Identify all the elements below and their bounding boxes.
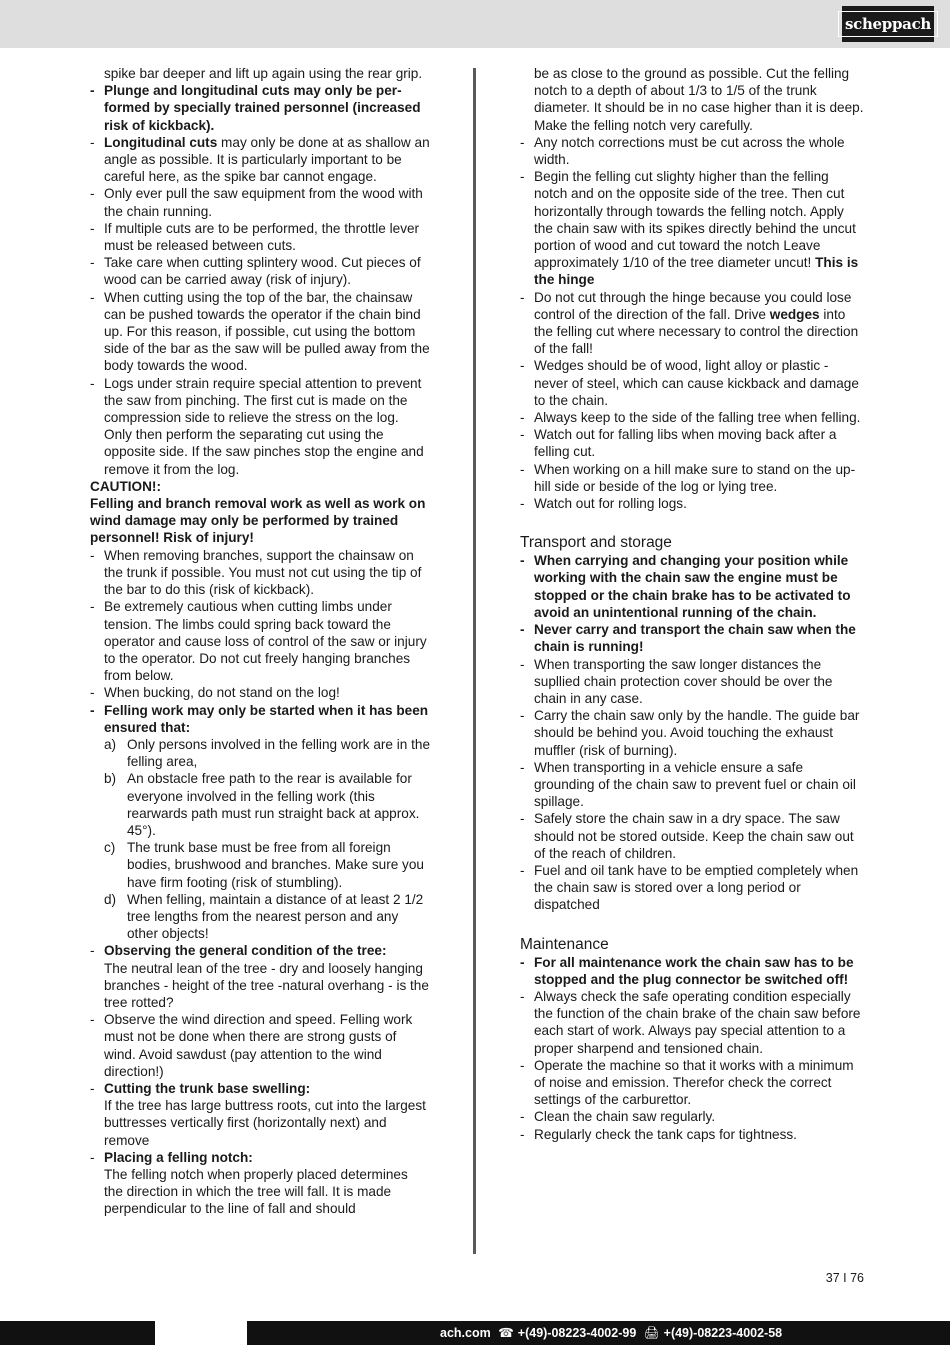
column-divider — [473, 68, 476, 1254]
list-item — [90, 1080, 430, 1149]
footer-bar — [0, 1321, 950, 1345]
list-item — [520, 168, 865, 288]
section-heading-transport: Transport and storage — [520, 534, 672, 552]
list-item: - For all maintenance work the chain saw has to be stopped and the plug connector be switched off! — [520, 954, 865, 988]
bullet-list — [520, 954, 865, 1143]
paragraph: spike bar deeper and lift up again using the rear grip. — [104, 66, 423, 81]
list-item: - Always keep to the side of the falling tree when felling. — [520, 409, 865, 426]
item-letter: d) — [104, 891, 117, 907]
item-text: The felling notch when properly placed determines the direction in which the tree will fall. It is made perpendicular to the line of fall and should — [104, 1167, 408, 1217]
bold-term: This is the hinge — [534, 255, 859, 288]
item-text: If the tree has large buttress roots, cut into the largest buttresses vertically first (horizontally next) and remove — [104, 1098, 426, 1148]
list-item-text: Do not cut through the hinge because you could lose control of the direction of the fall. Drive — [534, 289, 852, 322]
item-text: An obstacle free path to the rear is available for everyone involved in the felling work (this rearwards path must run straight back at approx. 45°). — [127, 771, 420, 838]
list-item: - Carry the chain saw only by the handle. The guide bar should be behind you. Avoid touching the exhaust muffler (risk of burning). — [520, 707, 865, 759]
paragraph: be as close to the ground as possible. Cut the felling notch to a depth of about 1/3 to 1/5 of the trunk diameter. It should be in no case higher than it is deep. Make the felling notch very carefully. — [534, 66, 864, 133]
list-item — [90, 134, 430, 186]
item-text: Only persons involved in the felling work are in the felling area, — [127, 736, 430, 770]
fax-icon: 🖨 — [643, 1325, 660, 1340]
list-item: - Wedges should be of wood, light alloy or plastic - never of steel, which can cause kickback and damage to the chain. — [520, 357, 865, 409]
caution-title: CAUTION!: — [90, 478, 161, 494]
list-item: - Be extremely cautious when cutting limbs under tension. The limbs could spring back toward the operator and cause loss of control of the saw or injury to the operator. Do not cut freely hanging branches from below. — [90, 598, 430, 684]
left-column — [90, 65, 430, 1218]
item-text: When felling, maintain a distance of at least 2 1/2 tree lengths from the nearest person and any other objects! — [127, 891, 424, 942]
lettered-list — [90, 736, 430, 942]
list-item: - Fuel and oil tank have to be emptied completely when the chain saw is stored over a long period or dispatched — [520, 862, 865, 914]
phone-number: +(49)-08223-4002-99 — [517, 1326, 637, 1340]
lettered-item — [104, 839, 430, 891]
item-letter: c) — [104, 840, 116, 856]
list-item: - Safely store the chain saw in a dry space. The saw should not be stored outside. Keep the chain saw out of the reach of children. — [520, 810, 865, 862]
footer-gap — [155, 1321, 247, 1345]
bullet-list — [90, 942, 430, 1217]
list-item — [90, 1149, 430, 1218]
list-item: - Always check the safe operating condition especially the function of the chain brake of the chain saw before each start of work. Always pay special attention to a proper sharpend and tensioned chain. — [520, 988, 865, 1057]
list-item: - Regularly check the tank caps for tightness. — [520, 1126, 865, 1143]
list-item-text: into the felling cut where necessary to control the direction of the fall! — [534, 306, 859, 357]
list-item: - Take care when cutting splintery wood. Cut pieces of wood can be carried away (risk of injury). — [90, 254, 430, 288]
list-item: - When removing branches, support the chainsaw on the trunk if possible. You must not cut using the tip of the bar to do this (risk of kickback). — [90, 547, 430, 599]
list-item: - Felling work may only be started when it has been ensured that: — [90, 702, 430, 736]
bullet-list — [520, 552, 865, 913]
bold-term: wedges — [769, 306, 820, 322]
right-column — [520, 65, 865, 1143]
list-item: - If multiple cuts are to be performed, the throttle lever must be released between cuts. — [90, 220, 430, 254]
fax-number: +(49)-08223-4002-58 — [663, 1326, 783, 1340]
brand-logo-text: scheppach — [838, 11, 938, 37]
bullet-list — [90, 547, 430, 736]
list-item: - Observe the wind direction and speed. Felling work must not be done when there are strong gusts of wind. Avoid sawdust (pay attention to the wind direction!) — [90, 1011, 430, 1080]
list-item-text: may only be done at as shallow an angle as possible. It is particularly important to be careful here, as the spike bar cannot engage. — [104, 134, 430, 185]
footer-contact — [440, 1324, 786, 1342]
item-text: The neutral lean of the tree - dry and loosely hanging branches - height of the tree -natural overhang - is the tree rotted? — [104, 960, 429, 1010]
list-item: - Only ever pull the saw equipment from the wood with the chain running. — [90, 185, 430, 219]
header-bar — [0, 0, 950, 48]
section-heading-maintenance: Maintenance — [520, 935, 609, 953]
caution-text: Felling and branch removal work as well as work on wind damage may only be performed by trained personnel! Risk of injury! — [90, 496, 426, 546]
list-item: - Plunge and longitudinal cuts may only be performed by specially trained personnel (increased risk of kickback). — [90, 82, 430, 134]
item-letter: b) — [104, 771, 117, 787]
brand-logo — [842, 6, 934, 42]
list-item: - When cutting using the top of the bar, the chainsaw can be pushed towards the operator if the chain bind up. For this reason, if possible, cut using the bottom side of the bar as the saw will be pulled away from the body towards the wood. — [90, 289, 430, 375]
website-link[interactable]: ach.com — [440, 1326, 491, 1340]
phone-icon: ☎ — [498, 1325, 514, 1340]
list-item: - Clean the chain saw regularly. — [520, 1108, 865, 1125]
list-item: - When working on a hill make sure to stand on the up-hill side or beside of the log or lying tree. — [520, 461, 865, 495]
list-item-text: Begin the felling cut slighty higher than the felling notch and on the opposite side of the tree. Then cut horizontally through towards the felling notch. Apply the chain saw with its spikes directly behind the uncut portion of wood and cut toward the notch Leave approximately 1/10 of the tree diameter uncut! — [534, 169, 856, 271]
bold-term: Longitudinal cuts — [104, 134, 218, 150]
list-item: - Watch out for rolling logs. — [520, 495, 865, 512]
lettered-item — [104, 891, 430, 943]
list-item: - Operate the machine so that it works with a minimum of noise and emission. Therefor check the correct settings of the carburettor. — [520, 1057, 865, 1109]
list-item: - When transporting in a vehicle ensure a safe grounding of the chain saw to prevent fuel or chain oil spillage. — [520, 759, 865, 811]
bullet-list — [90, 82, 430, 478]
page-number: 37 I 76 — [825, 1271, 864, 1285]
list-item: - When bucking, do not stand on the log! — [90, 684, 430, 701]
item-title: - Cutting the trunk base swelling: — [104, 1080, 311, 1096]
item-title: - Placing a felling notch: — [104, 1149, 253, 1165]
list-item: - Never carry and transport the chain saw when the chain is running! — [520, 621, 865, 655]
list-item — [90, 942, 430, 1011]
list-item: - Logs under strain require special attention to prevent the saw from pinching. The first cut is made on the compression side to relieve the stress on the log. Only then perform the separating cut using the opposite side. If the saw pinches stop the engine and remove it from the log. — [90, 375, 430, 478]
item-letter: a) — [104, 736, 117, 752]
list-item — [520, 289, 865, 358]
item-title: - Observing the general condition of the tree: — [104, 943, 387, 959]
list-item: - Watch out for falling libs when moving back after a felling cut. — [520, 426, 865, 460]
lettered-item — [104, 736, 430, 770]
item-text: The trunk base must be free from all foreign bodies, brushwood and branches. Make sure you have firm footing (risk of stumbling). — [127, 840, 424, 890]
bullet-list — [520, 134, 865, 512]
list-item: - When carrying and changing your position while working with the chain saw the engine must be stopped or the chain brake has to be activated to avoid an unintentional running of the chain. — [520, 552, 865, 621]
lettered-item — [104, 770, 430, 839]
list-item: - Any notch corrections must be cut across the whole width. — [520, 134, 865, 168]
list-item: - When transporting the saw longer distances the supllied chain protection cover should be over the chain in any case. — [520, 656, 865, 708]
